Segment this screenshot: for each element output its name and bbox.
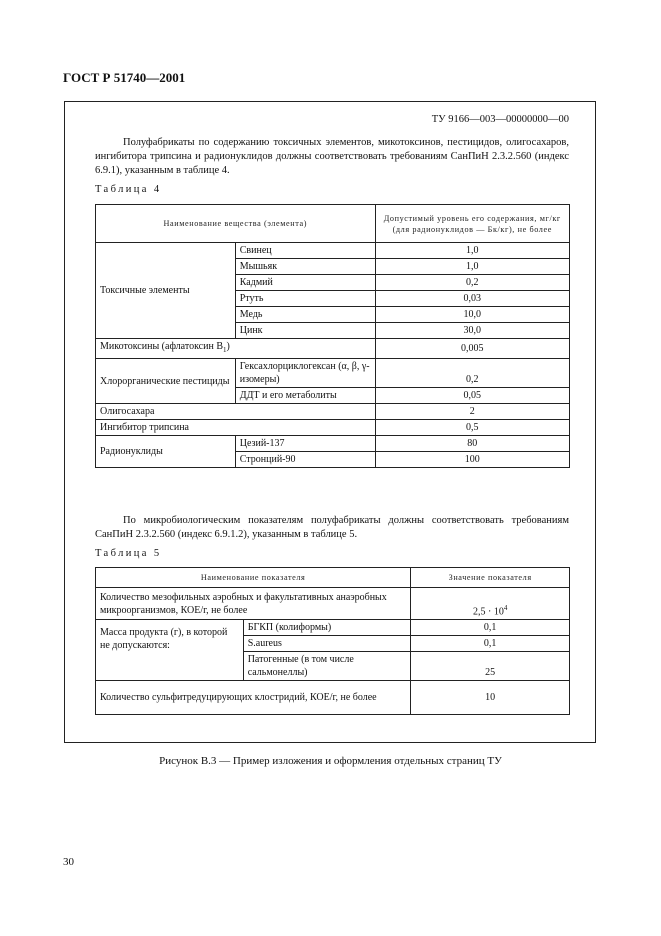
- radio-value: 80: [375, 436, 569, 452]
- mass-value: 25: [411, 652, 570, 681]
- pest-2-value: 0,05: [375, 388, 569, 404]
- table-4-label: Таблица 4: [95, 184, 162, 195]
- table-5-head-name: Наименование показателя: [96, 568, 411, 588]
- pest-1-value: 0,2: [375, 359, 569, 388]
- table-5: [95, 567, 570, 715]
- table-4-head-level: Допустимый уровень его содержания, мг/кг (для радионуклидов — Бк/кг), не более: [375, 205, 569, 243]
- toxic-value: 30,0: [375, 323, 569, 339]
- page-frame: [64, 101, 596, 743]
- pest-2-name: ДДТ и его метаболиты: [235, 388, 375, 404]
- mass-group: Масса продукта (г), в которой не допускаются:: [96, 620, 244, 681]
- toxic-value: 0,2: [375, 275, 569, 291]
- table-4-head-name: Наименование вещества (элемента): [96, 205, 376, 243]
- mass-name: S.aureus: [243, 636, 411, 652]
- toxic-name: Цинк: [235, 323, 375, 339]
- toxic-value: 10,0: [375, 307, 569, 323]
- inhib-value: 0,5: [375, 420, 569, 436]
- pest-1-name: Гексахлорциклогексан (α, β, γ-изомеры): [235, 359, 375, 388]
- figure-caption: Рисунок В.3 — Пример изложения и оформления отдельных страниц ТУ: [159, 755, 502, 767]
- t5-row1-value-text: 2,5 · 10: [473, 606, 504, 617]
- radio-group: Радионуклиды: [96, 436, 236, 468]
- radio-value: 100: [375, 452, 569, 468]
- toxic-value: 1,0: [375, 259, 569, 275]
- radio-name: Цезий-137: [235, 436, 375, 452]
- tu-code: ТУ 9166—003—00000000—00: [431, 114, 569, 125]
- toxic-name: Мышьяк: [235, 259, 375, 275]
- toxic-value: 0,03: [375, 291, 569, 307]
- t5-last-name: Количество сульфитредуцирующих клостридий, КОЕ/г, не более: [96, 681, 411, 715]
- paragraph-2-text: По микробиологическим показателям полуфабрикаты должны соответствовать требованиям СанПиН 2.3.2.560 (индекс 6.9.1.2), указанным в таблице 5.: [95, 515, 569, 540]
- t5-row1-value: [411, 588, 570, 620]
- table-4: [95, 204, 570, 468]
- oligo-value: 2: [375, 404, 569, 420]
- myco-name-text: Микотоксины (афлатоксин В: [100, 341, 223, 352]
- toxic-group: Токсичные элементы: [96, 243, 236, 339]
- paragraph-1-text: Полуфабрикаты по содержанию токсичных элементов, микотоксинов, пестицидов, олигосахаров, ингибитора трипсина и радионуклидов должны соответствовать требованиям СанПиН 2.3.2.560 (индекс 6.9.1), указанным в таблице 4.: [95, 137, 569, 176]
- mass-value: 0,1: [411, 636, 570, 652]
- toxic-name: Медь: [235, 307, 375, 323]
- toxic-value: 1,0: [375, 243, 569, 259]
- mass-name: БГКП (колиформы): [243, 620, 411, 636]
- myco-name: [96, 339, 376, 359]
- toxic-name: Ртуть: [235, 291, 375, 307]
- t5-row1-name: Количество мезофильных аэробных и факультативных анаэробных микроорганизмов, КОЕ/г, не более: [96, 588, 411, 620]
- inhib-name: Ингибитор трипсина: [96, 420, 376, 436]
- pest-group: Хлорорганические пестициды: [96, 359, 236, 404]
- page-number: 30: [63, 856, 74, 868]
- table-5-label: Таблица 5: [95, 548, 162, 559]
- paragraph-1: [95, 136, 569, 178]
- toxic-name: Кадмий: [235, 275, 375, 291]
- mass-value: 0,1: [411, 620, 570, 636]
- toxic-name: Свинец: [235, 243, 375, 259]
- table-5-head-value: Значение показателя: [411, 568, 570, 588]
- myco-close: ): [226, 341, 230, 352]
- t5-row1-exponent: 4: [503, 603, 508, 612]
- document-header: ГОСТ Р 51740—2001: [63, 70, 186, 85]
- oligo-name: Олигосахара: [96, 404, 376, 420]
- radio-name: Стронций-90: [235, 452, 375, 468]
- mass-name: Патогенные (в том числе сальмонеллы): [243, 652, 411, 681]
- myco-value: 0,005: [375, 339, 569, 359]
- paragraph-2: [95, 514, 569, 542]
- t5-last-value: 10: [411, 681, 570, 715]
- myco-subscript: 1: [223, 346, 227, 354]
